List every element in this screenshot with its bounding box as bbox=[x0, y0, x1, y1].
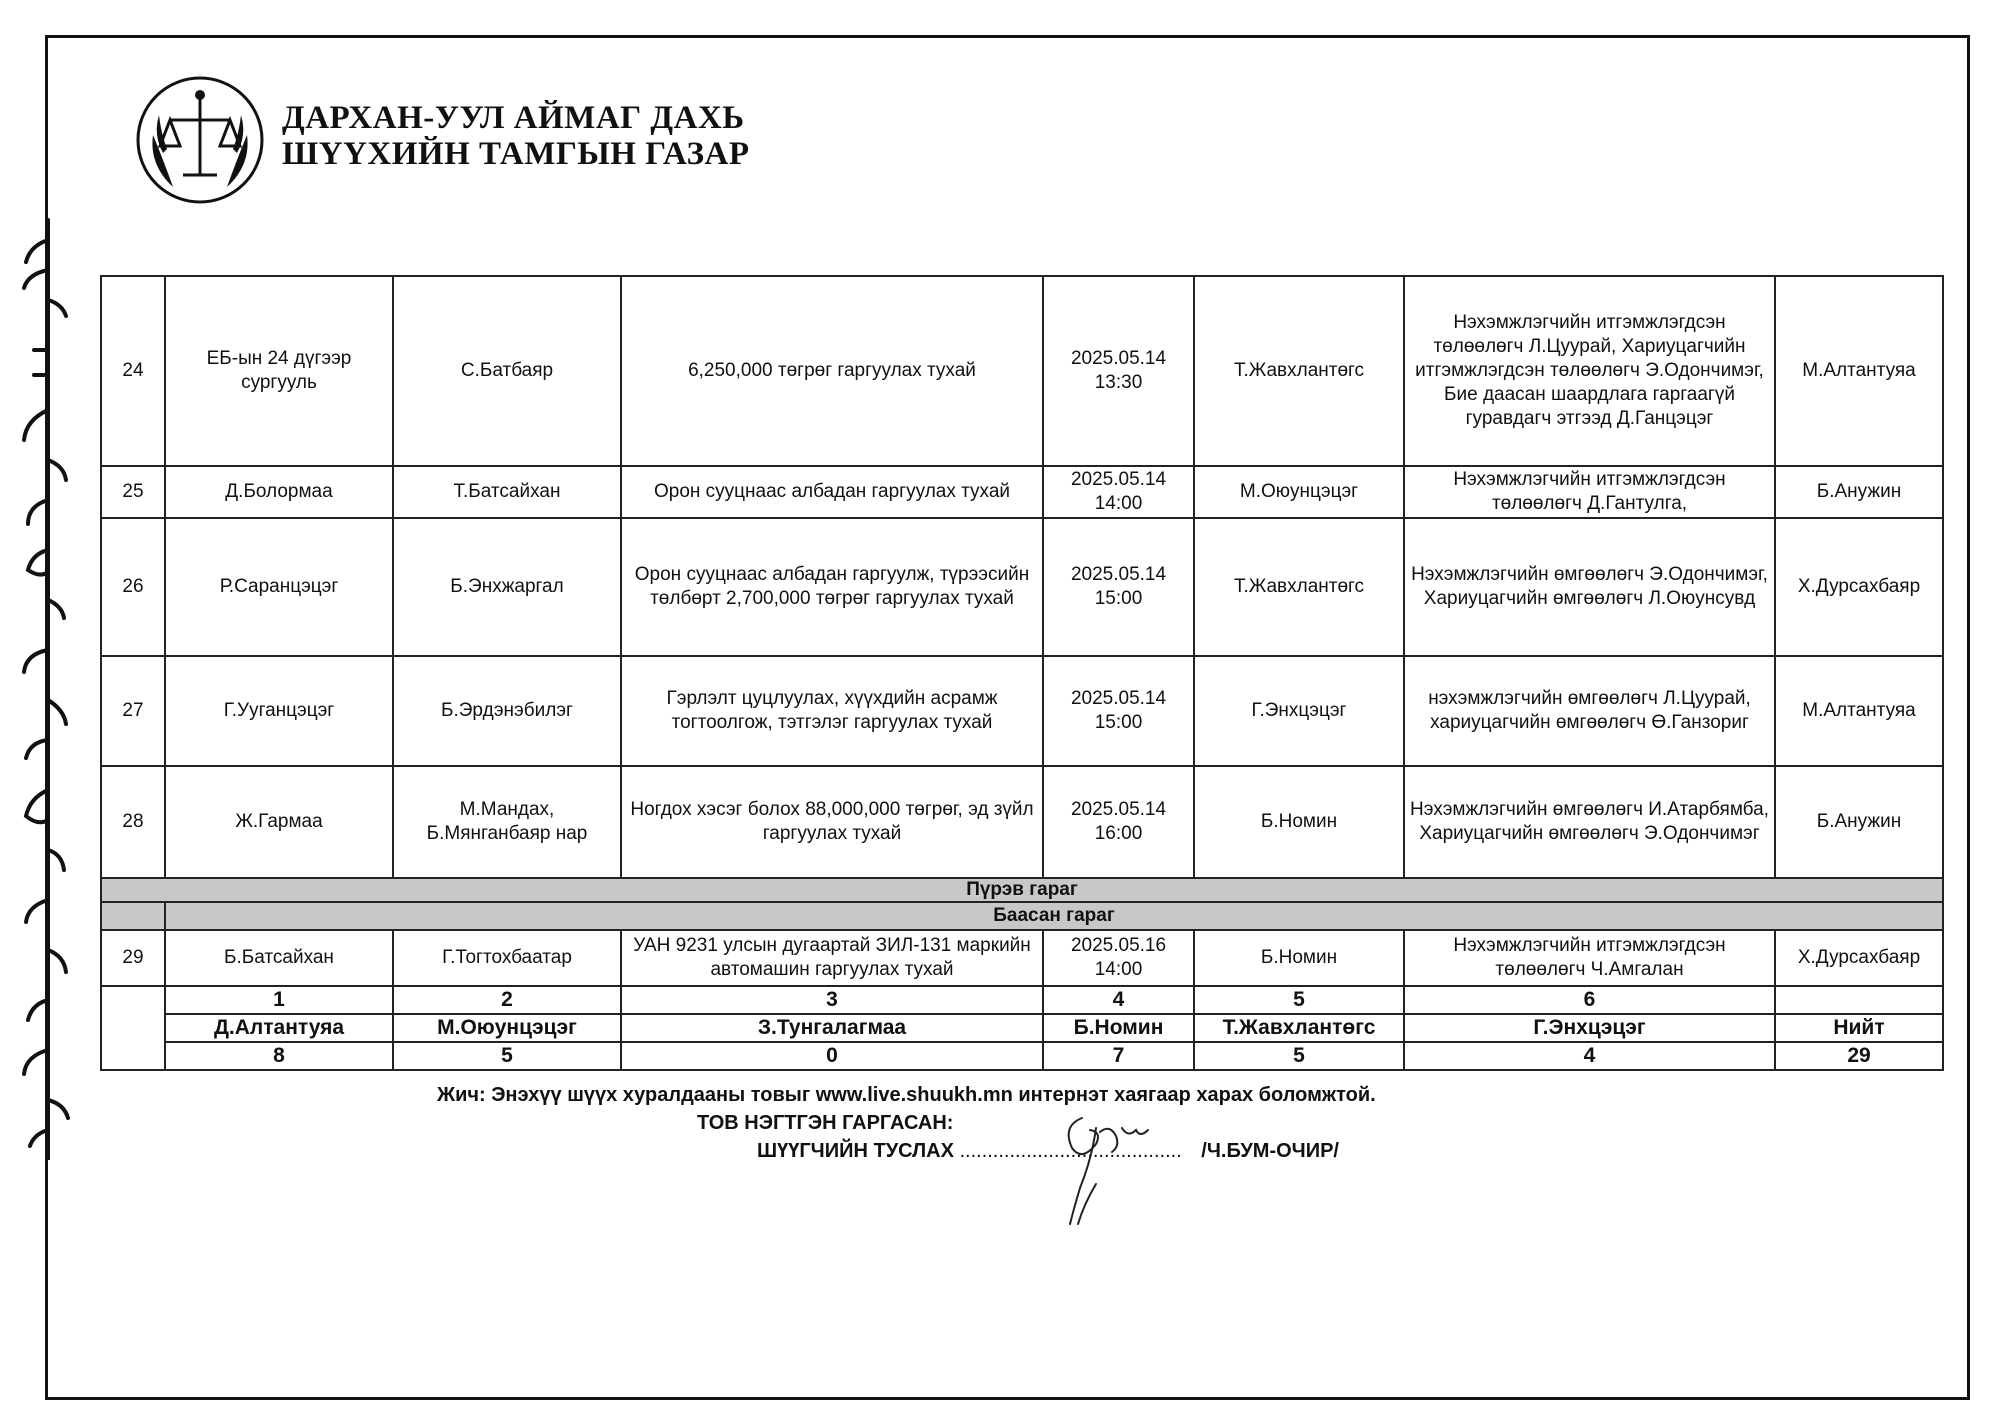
hearing-time: 15:00 bbox=[1094, 712, 1143, 733]
judge: М.Алтантуяа bbox=[1775, 656, 1943, 766]
hearing-time: 13:30 bbox=[1094, 372, 1143, 393]
totals-number: 3 bbox=[621, 986, 1043, 1014]
day-label: Баасан гараг bbox=[165, 902, 1943, 930]
totals-number: 6 bbox=[1404, 986, 1775, 1014]
compiled-by-label: ТОВ НЭГТГЭН ГАРГАСАН: bbox=[697, 1112, 954, 1134]
totals-total-label: Нийт bbox=[1775, 1014, 1943, 1042]
case-row bbox=[101, 276, 1943, 466]
secretary: Б.Номин bbox=[1194, 930, 1404, 986]
representatives: Нэхэмжлэгчийн өмгөөлөгч И.Атарбямба, Хариуцагчийн өмгөөлөгч Э.Одончимэг bbox=[1404, 766, 1775, 878]
signature-dots: ........................................ bbox=[959, 1140, 1182, 1162]
representatives: Нэхэмжлэгчийн итгэмжлэгдсэн төлөөлөгч Д.Гантулга, bbox=[1404, 466, 1775, 518]
claim: Ногдох хэсэг болох 88,000,000 төгрөг, эд зүйл гаргуулах тухай bbox=[621, 766, 1043, 878]
secretary: Т.Жавхлантөгс bbox=[1194, 518, 1404, 656]
totals-judge-name: Д.Алтантуяа bbox=[165, 1014, 393, 1042]
secretary: М.Оюунцэцэг bbox=[1194, 466, 1404, 518]
representatives: нэхэмжлэгчийн өмгөөлөгч Л.Цуурай, хариуцагчийн өмгөөлөгч Ө.Ганзориг bbox=[1404, 656, 1775, 766]
hearing-datetime bbox=[1043, 766, 1194, 878]
totals-number-row bbox=[101, 986, 1943, 1014]
claim: Орон сууцнаас албадан гаргуулж, түрээсийн төлбөрт 2,700,000 төгрөг гаргуулах тухай bbox=[621, 518, 1043, 656]
totals-name-row bbox=[101, 1014, 1943, 1042]
case-row bbox=[101, 656, 1943, 766]
judge: Х.Дурсахбаяр bbox=[1775, 930, 1943, 986]
totals-empty-cell bbox=[101, 986, 165, 1070]
totals-number: 4 bbox=[1043, 986, 1194, 1014]
hearing-date: 2025.05.16 bbox=[1070, 935, 1167, 956]
representatives: Нэхэмжлэгчийн итгэмжлэгдсэн төлөөлөгч Ч.Амгалан bbox=[1404, 930, 1775, 986]
totals-count-row bbox=[101, 1042, 1943, 1070]
hearing-time: 14:00 bbox=[1094, 493, 1143, 514]
assistant-label: ШҮҮГЧИЙН ТУСЛАХ bbox=[757, 1140, 954, 1162]
assistant-name: /Ч.БУМ-ОЧИР/ bbox=[1201, 1140, 1339, 1162]
hearing-time: 15:00 bbox=[1094, 588, 1143, 609]
case-row bbox=[101, 518, 1943, 656]
page-title bbox=[282, 100, 749, 172]
secretary: Б.Номин bbox=[1194, 766, 1404, 878]
day-label: Пүрэв гараг bbox=[101, 878, 1943, 902]
day-separator-thursday bbox=[101, 878, 1943, 902]
totals-judge-name: Г.Энхцэцэг bbox=[1404, 1014, 1775, 1042]
claim: Орон сууцнаас албадан гаргуулах тухай bbox=[621, 466, 1043, 518]
hearing-datetime bbox=[1043, 276, 1194, 466]
hearing-datetime bbox=[1043, 466, 1194, 518]
hearing-date: 2025.05.14 bbox=[1070, 348, 1167, 369]
totals-number-empty bbox=[1775, 986, 1943, 1014]
day-separator-empty-cell bbox=[101, 902, 165, 930]
defendant: Б.Эрдэнэбилэг bbox=[393, 656, 621, 766]
plaintiff: ЕБ-ын 24 дүгээр сургууль bbox=[165, 276, 393, 466]
totals-number: 2 bbox=[393, 986, 621, 1014]
case-row bbox=[101, 930, 1943, 986]
judge: Б.Анужин bbox=[1775, 466, 1943, 518]
totals-judge-name: М.Оюунцэцэг bbox=[393, 1014, 621, 1042]
totals-count: 0 bbox=[621, 1042, 1043, 1070]
case-number: 25 bbox=[101, 466, 165, 518]
day-separator-friday bbox=[101, 902, 1943, 930]
totals-count: 8 bbox=[165, 1042, 393, 1070]
claim: Гэрлэлт цуцлуулах, хүүхдийн асрамж тогтоолгож, тэтгэлэг гаргуулах тухай bbox=[621, 656, 1043, 766]
hearing-date: 2025.05.14 bbox=[1070, 688, 1167, 709]
totals-count: 5 bbox=[393, 1042, 621, 1070]
defendant: Т.Батсайхан bbox=[393, 466, 621, 518]
judge: Б.Анужин bbox=[1775, 766, 1943, 878]
plaintiff: Г.Ууганцэцэг bbox=[165, 656, 393, 766]
secretary: Т.Жавхлантөгс bbox=[1194, 276, 1404, 466]
claim: УАН 9231 улсын дугаартай ЗИЛ-131 маркийн автомашин гаргуулах тухай bbox=[621, 930, 1043, 986]
defendant: С.Батбаяр bbox=[393, 276, 621, 466]
secretary: Г.Энхцэцэг bbox=[1194, 656, 1404, 766]
handwritten-signature bbox=[1030, 1098, 1170, 1228]
plaintiff: Р.Саранцэцэг bbox=[165, 518, 393, 656]
representatives: Нэхэмжлэгчийн өмгөөлөгч Э.Одончимэг, Хариуцагчийн өмгөөлөгч Л.Оюунсувд bbox=[1404, 518, 1775, 656]
plaintiff: Б.Батсайхан bbox=[165, 930, 393, 986]
judge: М.Алтантуяа bbox=[1775, 276, 1943, 466]
totals-count: 5 bbox=[1194, 1042, 1404, 1070]
totals-count: 4 bbox=[1404, 1042, 1775, 1070]
hearing-time: 14:00 bbox=[1094, 959, 1143, 980]
claim: 6,250,000 төгрөг гаргуулах тухай bbox=[621, 276, 1043, 466]
totals-judge-name: Б.Номин bbox=[1043, 1014, 1194, 1042]
title-line-1: ДАРХАН-УУЛ АЙМАГ ДАХЬ bbox=[282, 100, 745, 136]
court-emblem-logo bbox=[135, 75, 265, 205]
totals-number: 5 bbox=[1194, 986, 1404, 1014]
hearing-datetime bbox=[1043, 656, 1194, 766]
hearing-date: 2025.05.14 bbox=[1070, 564, 1167, 585]
totals-judge-name: З.Тунгалагмаа bbox=[621, 1014, 1043, 1042]
defendant: Б.Энхжаргал bbox=[393, 518, 621, 656]
totals-number: 1 bbox=[165, 986, 393, 1014]
judge: Х.Дурсахбаяр bbox=[1775, 518, 1943, 656]
defendant: Г.Тогтохбаатар bbox=[393, 930, 621, 986]
case-number: 26 bbox=[101, 518, 165, 656]
defendant: М.Мандах, Б.Мянганбаяр нар bbox=[393, 766, 621, 878]
totals-judge-name: Т.Жавхлантөгс bbox=[1194, 1014, 1404, 1042]
hearing-datetime bbox=[1043, 930, 1194, 986]
representatives: Нэхэмжлэгчийн итгэмжлэгдсэн төлөөлөгч Л.Цуурай, Хариуцагчийн итгэмжлэгдсэн төлөөлөгч Э.Одончимэг, Бие даасан шаардлага гаргаагүй гуравдагч этгээд Д.Ганцэцэг bbox=[1404, 276, 1775, 466]
vertical-mongolian-script bbox=[8, 200, 78, 1160]
case-number: 29 bbox=[101, 930, 165, 986]
totals-total-value: 29 bbox=[1775, 1042, 1943, 1070]
plaintiff: Д.Болормаа bbox=[165, 466, 393, 518]
hearing-time: 16:00 bbox=[1094, 823, 1143, 844]
case-number: 28 bbox=[101, 766, 165, 878]
case-number: 24 bbox=[101, 276, 165, 466]
footer-note: Жич: Энэхүү шүүх хуралдааны товыг www.live.shuukh.mn интернэт хаягаар харах боломжтой. bbox=[437, 1084, 1376, 1106]
hearing-datetime bbox=[1043, 518, 1194, 656]
case-number: 27 bbox=[101, 656, 165, 766]
title-line-2: ШҮҮХИЙН ТАМГЫН ГАЗАР bbox=[282, 136, 750, 172]
plaintiff: Ж.Гармаа bbox=[165, 766, 393, 878]
hearing-schedule-table bbox=[100, 275, 1944, 1071]
hearing-date: 2025.05.14 bbox=[1070, 469, 1167, 490]
case-row bbox=[101, 466, 1943, 518]
hearing-date: 2025.05.14 bbox=[1070, 799, 1167, 820]
totals-count: 7 bbox=[1043, 1042, 1194, 1070]
case-row bbox=[101, 766, 1943, 878]
